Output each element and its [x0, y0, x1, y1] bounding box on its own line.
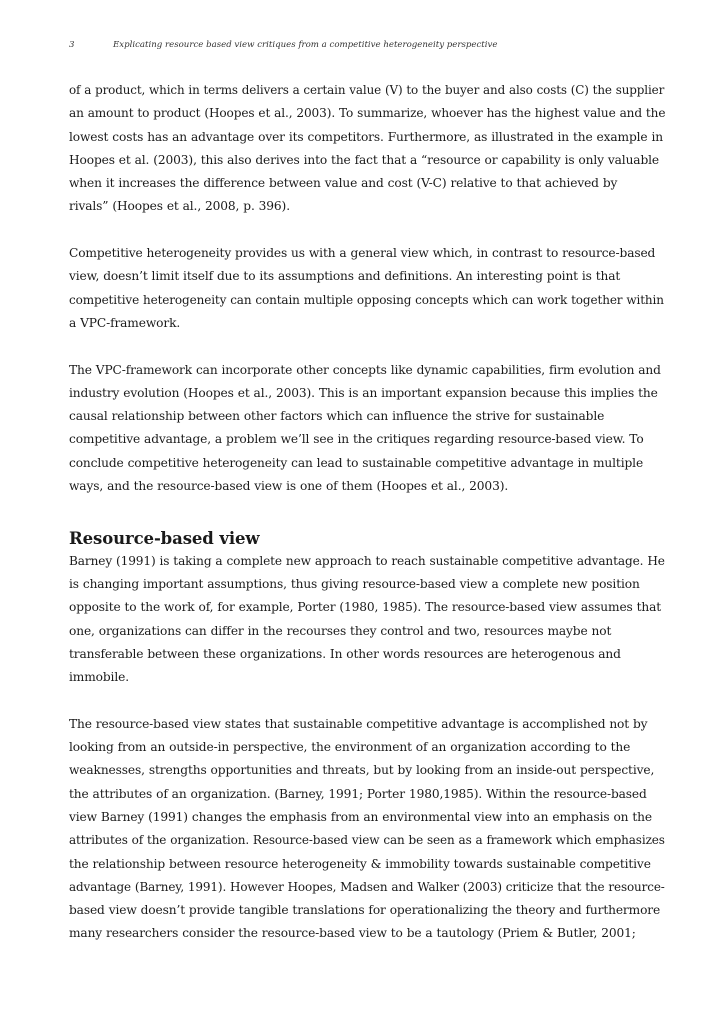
text-line: looking from an outside-in perspective, the environment of an organization according to the [69, 740, 631, 755]
text-line: view, doesn’t limit itself due to its assumptions and definitions. An interesting point is that [69, 269, 621, 284]
text-line: opposite to the work of, for example, Porter (1980, 1985). The resource-based view assumes that [69, 600, 662, 615]
text-line: competitive heterogeneity can contain multiple opposing concepts which can work together within [69, 292, 664, 307]
text-line: transferable between these organizations. In other words resources are heterogenous and [69, 646, 621, 661]
text-line: a VPC-framework. [69, 315, 181, 330]
text-line: an amount to product (Hoopes et al., 2003). To summarize, whoever has the highest value and the [69, 106, 666, 121]
paragraph [69, 242, 665, 335]
text-line: immobile. [69, 670, 129, 685]
text-line: competitive advantage, a problem we’ll see in the critiques regarding resource-based view. To [69, 432, 644, 447]
text-line: view Barney (1991) changes the emphasis from an environmental view into an emphasis on the [69, 809, 652, 824]
text-line: the attributes of an organization. (Barney, 1991; Porter 1980,1985). Within the resource-based [69, 786, 647, 801]
header-title: Explicating resource based view critiques from a competitive heterogeneity perspective [113, 40, 498, 50]
paragraph-spacer [69, 219, 665, 242]
text-line: many researchers consider the resource-based view to be a tautology (Priem & Butler, 2001; [69, 926, 636, 941]
text-line: one, organizations can differ in the recourses they control and two, resources maybe not [69, 623, 612, 638]
body-text [69, 79, 665, 946]
text-line: of a product, which in terms delivers a certain value (V) to the buyer and also costs (C) the supplier [69, 83, 665, 97]
paragraph-spacer [69, 498, 665, 521]
text-line: Hoopes et al. (2003), this also derives into the fact that a “resource or capability is only valuable [69, 152, 659, 167]
section-heading: Resource-based view [69, 528, 260, 548]
text-line: rivals” (Hoopes et al., 2008, p. 396). [69, 199, 290, 214]
text-line: advantage (Barney, 1991). However Hoopes, Madsen and Walker (2003) criticize that the resource- [69, 879, 665, 894]
paragraph-spacer [69, 335, 665, 358]
text-line: The resource-based view states that sustainable competitive advantage is accomplished not by [69, 716, 648, 731]
text-line: lowest costs has an advantage over its competitors. Furthermore, as illustrated in the example in [69, 129, 663, 144]
paragraph [69, 713, 665, 946]
page-number: 3 [69, 40, 75, 50]
paragraph-spacer [69, 689, 665, 712]
text-line: weaknesses, strengths opportunities and threats, but by looking from an inside-out perspective, [69, 763, 655, 778]
text-line: conclude competitive heterogeneity can lead to sustainable competitive advantage in multiple [69, 455, 644, 470]
text-line: ways, and the resource-based view is one of them (Hoopes et al., 2003). [69, 479, 509, 494]
text-line: based view doesn’t provide tangible translations for operationalizing the theory and furthermore [69, 903, 661, 918]
paragraph [69, 550, 665, 690]
text-line: The VPC-framework can incorporate other concepts like dynamic capabilities, firm evolution and [69, 362, 661, 377]
paragraph [69, 79, 665, 219]
text-line: causal relationship between other factors which can influence the strive for sustainable [69, 409, 605, 424]
running-header [69, 40, 689, 54]
text-line: when it increases the difference between value and cost (V-C) relative to that achieved by [69, 176, 618, 191]
text-line: is changing important assumptions, thus giving resource-based view a complete new position [69, 576, 640, 591]
text-line: industry evolution (Hoopes et al., 2003). This is an important expansion because this implies the [69, 385, 658, 400]
text-line: attributes of the organization. Resource-based view can be seen as a framework which emphasizes [69, 833, 665, 848]
text-line: the relationship between resource heterogeneity & immobility towards sustainable competitive [69, 856, 651, 871]
paragraph [69, 359, 665, 499]
text-line: Competitive heterogeneity provides us with a general view which, in contrast to resource-based [69, 246, 656, 261]
text-line: Barney (1991) is taking a complete new approach to reach sustainable competitive advantage. He [69, 553, 665, 568]
